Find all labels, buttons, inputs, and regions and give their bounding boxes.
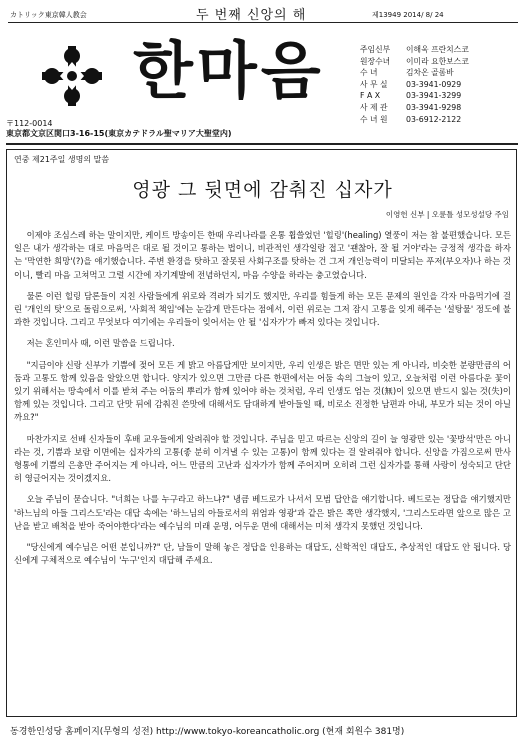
credit-label: 주임신부 [360, 45, 391, 54]
credit-label: 사 제 관 [360, 102, 388, 112]
credit-row [360, 90, 469, 102]
footer-homepage: 동경한인성당 홈페이지(무형의 성전) http://www.tokyo-koreancatholic.org (현재 회원수 381명) [10, 727, 405, 737]
credit-value: 이해욱 프란치스코 [406, 45, 469, 54]
series-label: 연중 제21주일 생명의 말씀 [14, 155, 110, 164]
postal-code: 〒112-0014 [6, 119, 53, 128]
article-body [14, 229, 511, 575]
paragraph: 저는 혼인미사 때, 이런 말씀을 드립니다. [26, 338, 175, 349]
credit-row [360, 114, 469, 126]
masthead-rule [6, 143, 518, 145]
church-logo-icon [40, 44, 104, 108]
credit-value: 이미라 요한보스코 [406, 56, 469, 66]
newsletter-title: 한마음 [133, 34, 325, 107]
credit-label: 수 녀 [360, 68, 378, 78]
credit-row [360, 44, 469, 56]
street-address: 東京都文京区関口3-16-15(東京カテドラル聖マリア大聖堂内) [6, 129, 232, 138]
paragraph: 물론 이런 힐링 담론들이 지친 사람들에게 위로와 격려가 되기도 했지만, 우리를 힘들게 하는 모든 문제의 원인을 각자 마음먹기에 걸린 '개인의 탓'으로 돌림으로써, '사회적 책임'에는 눈감게 만든다는 점에서, 이런 위로는 그저 잠시 고통을 잊게 해주는 '설탕물' 정도에 불과한 것입니다. 그리고 무엇보다 여기에는 우리들이 잊어서는 안 될 '십자가'가 빠져 있다는 것입니다. [14, 290, 511, 328]
paragraph: 마찬가지로 선배 신자들이 후배 교우들에게 알려줘야 할 것입니다. 주님을 믿고 따르는 신앙의 길이 늘 영광만 있는 '꽃방석'만은 아니라는 것, 기쁨과 보람 이면에는 십자가의 고통(좋 분히 이겨낼 수 있는 고통)이 함께 있다는 걸 알려줘야 합니다. 신앙을 가짐으로써 만사형통에 기쁨의 은총만 주어지는 게 아니라, 어느 만큼의 고난과 십자가가 함께 주어지며 오히려 그런 십자가를 통해 사랑이 성숙되고 단단히 영글어지는 것이겠지요. [14, 433, 511, 484]
credit-row [360, 102, 469, 114]
article-byline: 이영헌 신부 | 오륜틀 성모성설당 주임 [385, 210, 509, 219]
credit-label: 원장수녀 [360, 56, 391, 66]
credit-row [360, 56, 469, 68]
credit-label: 사 무 실 [360, 79, 388, 89]
top-rule [8, 22, 518, 23]
church-name: カトリック東京韓人教会 [10, 11, 87, 19]
credit-label: 수 녀 원 [360, 114, 388, 124]
credit-label: F A X [360, 91, 381, 101]
year-motto: 두 번째 신앙의 해 [196, 8, 307, 23]
credit-row [360, 67, 469, 79]
paragraph: 이제야 조심스레 하는 말이지만, 케이트 방송이든 한때 우리나라를 온통 휩쓸었던 '힐링'(healing) 열풍이 저는 참 불편했습니다. 모든 일은 내가 생각하는 대로 마음먹은 대로 될 것이고 통하는 법이니, 비관적인 생각일랑 접고 '괜찮아, 잘 될 거야'라는 긍정적 생각을 하자는 '막연한 희망'(?)을 얘기했습니다. 주변 환경을 탓하고 잘못된 사회구조를 탓하는 건 그저 개인능력이 미달되는 푸저(부오자)나 하는 것이니, 빨리 마음 고쳐먹고 그럴 시간에 자기계발에 전념하던지, 마음 수양을 하라는 충고였습니다. [14, 230, 511, 280]
paragraph: "당신에게 예수님은 어떤 분입니까?" 단, 남들이 말해 놓은 정답을 인용하는 대답도, 신학적인 대답도, 추상적인 대답도 안 됩니다. 당신에게 구체적으로 예수님이 '누구'인지 대답해 주세요. [14, 542, 511, 566]
credit-value: 03-6912-2122 [406, 114, 462, 124]
issue-info: 제13949 2014/ 8/ 24 [372, 11, 444, 19]
paragraph: "지금이야 신랑 신부가 기쁨에 젖어 모든 게 밝고 아름답게만 보이지만, 우리 인생은 밝은 면만 있는 게 아니라, 비슷한 분량만큼의 어둠과 고통도 함께 있음을 알았으면 합니다. 양지가 있으면 그만큼 다른 한편에서는 어둠 속의 그늘이 있고, 오늘처럼 이런 아름다운 꽃이 있기 위해서는 땅속에서 이를 받쳐 주는 어둠의 뿌리가 함께 있어야 하는 것처럼, 우리 인생도 엄는 것(無)이 있으면 반드시 잃는 것(失)이 함께 있는 것입니다. 그리고 단맛 뒤에 감춰진 쓴맛에 대해서도 담대하게 받아들일 때, 비로소 진정한 남편과 아내, 부모가 되는 것이 아닐까요?" [14, 359, 511, 423]
article-title: 영광 그 뒷면에 감춰진 십자가 [132, 179, 393, 201]
credit-value: 03-3941-0929 [406, 79, 462, 89]
credit-value: 03-3941-3299 [406, 91, 462, 101]
address-block [6, 119, 232, 139]
credit-value: 03-3941-9298 [406, 102, 462, 112]
credit-value: 김차온 골롬바 [406, 68, 454, 78]
paragraph: 오늘 주님이 묻습니다. "너희는 나를 누구라고 하느냐?" 냉큼 베드로가 나서서 모범 답안을 얘기합니다. 베드로는 정답을 얘기했지만 '하느님의 아들 그리스도'라는 대답 속에는 '하느님의 아들로서의 위엄과 영광'과 같은 밝은 쪽만 생각했지, '그리스도라면 앞으로 많은 고난을 받고 배척을 받아 죽어야한다'라는 예수님의 미래 운명, 어두운 면에 대해서는 미처 생각지 못했던 것입니다. [14, 494, 511, 531]
staff-credits [360, 44, 469, 125]
credit-row [360, 79, 469, 91]
